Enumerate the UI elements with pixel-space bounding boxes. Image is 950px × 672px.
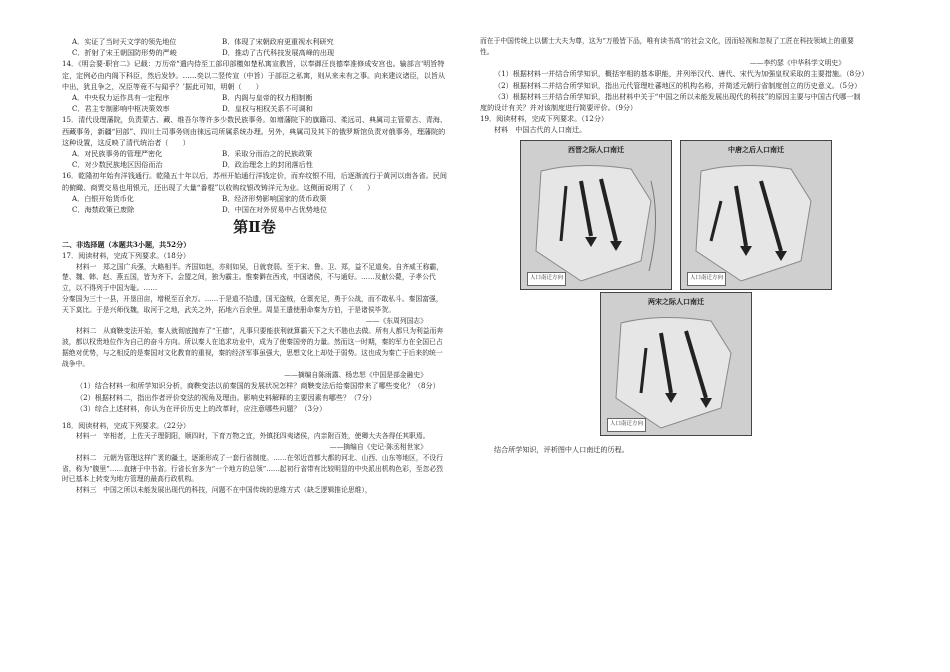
q13-options-row1 (62, 36, 447, 47)
q17-material-2: 材料二 从商鞅变法开始，秦人就彻底抛弃了“王德”，凡事只要能获利就算霸天下之大不韪也去做。所有人都只为利益而奔波，都以权贵地位作为自己的奋斗方向。所以秦人在追求功业中，成为了使秦国旁的力量。然而这一时期，秦的军力在全国已占据绝对优势，与之相反的是秦国对文化教育的重视，秦的经济军事虽强大，思想文化上却处于弱势。这也成为秦亡于后来的统一战争中。 (62, 327, 444, 368)
q14-options-row1 (62, 92, 447, 103)
question-16: 16．乾隆初年始有洋钱通行。乾隆五十年以后，苏州开始通行洋钱定价，而弃纹银不用，后逐渐流行于黄河以南各省。民间的俯瞰、商贾交易也用银元，还出现了大量“番棍”以收购纹银改铸洋元为业。这侧面说明了（ ） (62, 171, 447, 192)
q13-option-a: A．实证了当时天文学的领先地位 (72, 37, 177, 46)
q19-material: 材料 中国古代的人口南迁。 (494, 125, 587, 135)
question-19: 19．阅读材料，完成下列要求。（12分） (480, 114, 609, 124)
map-mid-tang-title: 中唐之后人口南迁 (728, 144, 784, 154)
q16-option-b: B．经济形势影响国家的货币政策 (222, 193, 327, 203)
q15-option-d: D．政治理念上的封闭落后性 (222, 160, 313, 170)
q15-option-a: A．对民族事务的管理严密化 (72, 149, 163, 159)
q18-ask-1: （1）根据材料一并结合所学知识，概括宰相的基本职能，并列举汉代、唐代、宋代为加强皇权采取的主要措施。（8分） (494, 69, 869, 79)
q14-option-d: D．皇权与相权关系不可调和 (222, 104, 313, 114)
q17-ask-1: （1）结合材料一和所学知识分析，商鞅变法以前秦国的发展状况怎样？商鞅变法后给秦国带来了哪些变化？（8分） (76, 381, 440, 391)
map-western-jin (520, 140, 672, 290)
question-18: 18．阅读材料，完成下列要求。（22分） (62, 421, 191, 431)
question-14: 14．《明会要·职官二》记载：万历帝“遣内侍至工部印部檄如楚私寓宣教旨，以奉御汪良德奉准修成安宫也。输部言‘明旨特定，定例必由内阁下科臣，然后发钞。……奕以二竖传宣（中旨）于部臣之私寓，则从来未有之事。向来建议诸臣，以旨从中出，犹且争之，况臣等竟不与闻乎？’据此可知，明朝（ ） (62, 59, 446, 91)
q15-options-row2 (62, 159, 447, 170)
map-western-jin-legend: 人口南迁方向 (527, 272, 566, 285)
section-two-heading: 二、非选择题（本题共3小题，共52分） (62, 240, 191, 250)
q17-ask-3: （3）综合上述材料，你认为在评价历史上的改革时，应注意哪些问题？（3分） (76, 403, 327, 413)
q18-material-3: 材料三 中国之所以未能发展出现代的科技，问题不在中国传统的思维方式（缺乏逻辑推论思维）， (76, 486, 372, 495)
q18-source-3: ——李约瑟《中华科学文明史》 (749, 58, 845, 67)
question-15: 15．清代设理藩院，负责蒙古、藏、维吾尔等许多少数民族事务。如增藩院下的旗籍司、柔远司、典属司主管蒙古、青海、西藏事务，新疆“回部”、四川土司事务则由徕远司所属系统办理。另外，典属司及其下的俄罗斯馆负责对俄事务，理藩院的这种设置，这反映了清代统治者（ ） (62, 115, 447, 147)
map-mid-tang-graphic (681, 141, 831, 289)
q15-options-row1 (62, 148, 447, 159)
map-two-song-title: 两宋之际人口南迁 (648, 296, 704, 306)
q17-source-1: ——《东周列国志》 (365, 316, 427, 325)
q18-material-1: 材料一 宰相者，上佐天子理阴阳，顺四时，下育万物之宜，外镇抚四夷诸侯，内亲附百姓，使卿大夫各得任其职焉。 (76, 432, 430, 441)
q18-source-1: ——摘编自《史记·陈丞相世家》 (329, 443, 427, 452)
map-western-jin-graphic (521, 141, 671, 289)
q17-source-2: ——摘编自陈雨露、杨忠恕《中国是部金融史》 (284, 370, 427, 379)
q18-ask-3: （3）根据材料三并结合所学知识，指出材料中关于“中国之所以未能发展出现代的科技”的原因主要与中国古代哪一制度的设计有关？并对该制度进行简要评价。（9分） (480, 91, 861, 112)
left-column (62, 36, 447, 496)
q15-option-c: C．对少数民族地区因俗而治 (72, 160, 163, 170)
right-column (480, 36, 869, 455)
q13-option-d: D．推动了古代科技发展高峰的出现 (222, 48, 335, 58)
q15-option-b: B．采取分而治之的民族政策 (222, 149, 313, 159)
migration-maps (480, 140, 865, 440)
map-two-song (600, 292, 752, 436)
q16-options-row1 (62, 193, 447, 204)
q14-option-b: B．内阁与皇帝的权力相制衡 (222, 93, 313, 103)
q17-material-1-cont: 分秦国为三十一县，开垦田亩，增税至百余万。……于是道不拾遗，国无盗贼，仓禀充足，勇于公战，而不敢私斗。秦国富强，天下莫比。于是兴师伐魏，取河于之地，武关之外，拓地六百余里。周显王遣使册命秦为方伯，于是诸侯毕贺。 (62, 295, 443, 314)
q17-material-1: 材料一 郑之国广兵强，大略相半。齐国如赵，亦则如吴，日就衰弱。至于宋、鲁、卫、郑，益不足道矣。自齐威王称霸，楚、魏、韩、赵、燕五国，皆为齐下。会盟之间，独为霸主。惟秦僻在西戎，中国诸侯，不与通好。……及献公薨，子孝公代立，以不得列于中国为耻。…… (62, 262, 444, 293)
map-two-song-graphic (601, 293, 751, 435)
q17-ask-2: （2）根据材料二，指出作者评价变法的视角及理由。影响史料解释的主要因素有哪些？（7分） (76, 392, 376, 402)
q16-option-a: A．白银开始货币化 (72, 193, 134, 203)
map-mid-tang-legend: 人口南迁方向 (687, 272, 726, 285)
q14-options-row2 (62, 103, 447, 114)
q13-option-b: B．体现了宋朝政府更重视水利研究 (222, 37, 334, 46)
q18-material-2: 材料二 元朝为管理这样广袤的疆土，逐渐形成了一套行省制度。……在邻近首都大都的河北、山西、山东等地区，不设行省，称为“腹里”……直辖于中书省。行省长官多为“一个地方的总领”……起初行省带有比较明显的中央派出机构色彩，至忽必烈时已基本上转变为地方管理的最高行政机构。 (62, 453, 444, 484)
map-two-song-legend: 人口南迁方向 (607, 418, 646, 431)
part-two-title: 第Ⅱ卷 (233, 218, 276, 237)
q14-option-c: C．君主专制影响中枢决策效率 (72, 104, 170, 114)
q16-options-row2 (62, 204, 447, 215)
question-17: 17．阅读材料，完成下列要求。（18分） (62, 251, 191, 261)
map-mid-tang (680, 140, 832, 290)
q13-options-row2 (62, 47, 447, 58)
q16-option-c: C．海禁政策已废除 (72, 205, 135, 215)
map-western-jin-title: 西晋之际人口南迁 (568, 144, 624, 154)
q14-option-a: A．中央权力运作具有一定程序 (72, 93, 170, 103)
q19-ask: 结合所学知识，评析图中人口南迁的历程。 (494, 444, 629, 454)
q16-option-d: D．中国在对外贸易中占优势地位 (222, 205, 327, 215)
q13-option-c: C．折射了宋王朝国防形势的严峻 (72, 48, 177, 58)
q18-material-3-cont: 而在于中国传统上以儒士大夫为尊，这为“万般皆下品，唯有读书高”的社会文化，因而轻视和忽视了工匠在科技领域上的重要性。 (480, 37, 854, 56)
q18-ask-2: （2）根据材料二并结合所学知识，指出元代管理吐蕃地区的机构名称，并简述元朝行省制度创立的历史意义。（5分） (494, 80, 862, 90)
